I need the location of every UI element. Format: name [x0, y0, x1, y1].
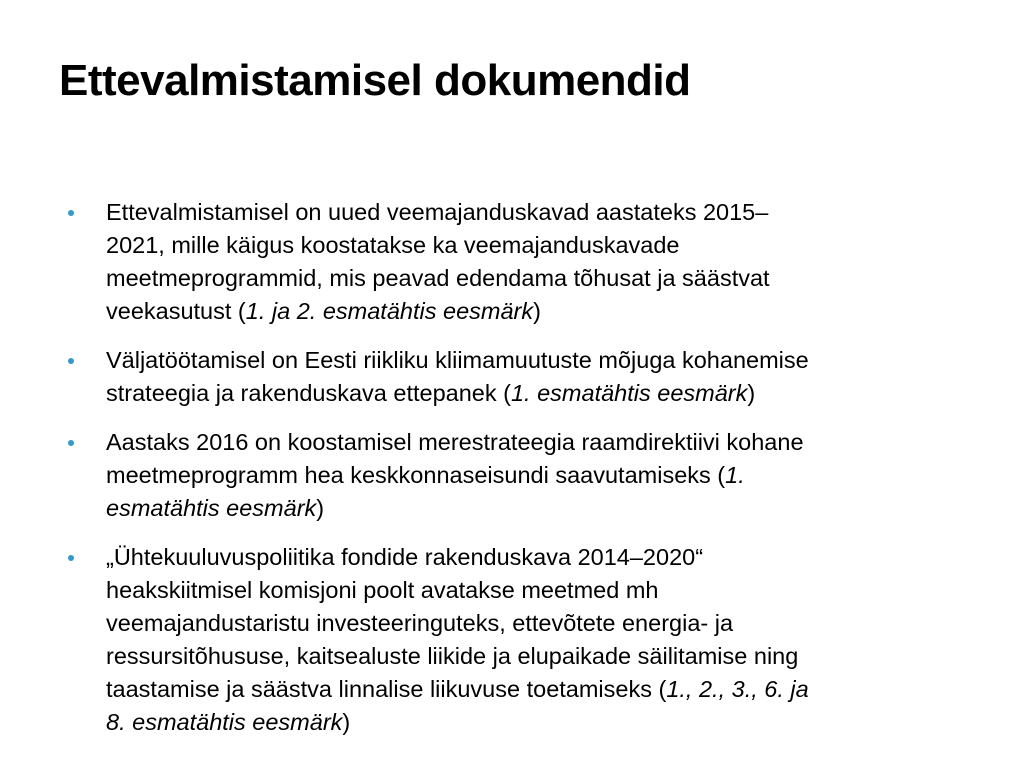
- bullet-line: [106, 229, 988, 262]
- bullet-line: [106, 492, 988, 525]
- bullet-line: [106, 541, 988, 574]
- bullet-line: [106, 459, 988, 492]
- bullet-text: taastamise ja säästva linnalise liikuvuse toetamiseks (: [106, 676, 667, 702]
- bullet-text: meetmeprogramm hea keskkonnaseisundi saavutamiseks (: [106, 462, 726, 488]
- bullet-line: [106, 262, 988, 295]
- bullet-item-cohesion-policy: [68, 541, 988, 739]
- bullet-text: strateegia ja rakenduskava ettepanek (: [106, 380, 511, 406]
- bullet-text: ): [533, 298, 541, 324]
- goal-reference: 1. ja 2. esmatähtis eesmärk: [245, 298, 534, 324]
- bullet-dot-icon: [68, 440, 74, 446]
- bullet-text: meetmeprogrammid, mis peavad edendama tõhusat ja säästvat: [106, 265, 770, 291]
- goal-reference: 8. esmatähtis eesmärk: [106, 709, 343, 735]
- bullet-text: Aastaks 2016 on koostamisel merestrateegia raamdirektiivi kohane: [106, 429, 804, 455]
- bullet-text: veekasutust (: [106, 298, 246, 324]
- bullet-list: [68, 196, 988, 739]
- goal-reference: esmatähtis eesmärk: [106, 495, 317, 521]
- bullet-dot-icon: [68, 555, 74, 561]
- bullet-line: [106, 426, 988, 459]
- bullet-line: [106, 640, 988, 673]
- goal-reference: 1.: [725, 462, 745, 488]
- bullet-line: [106, 295, 988, 328]
- bullet-line: [106, 344, 988, 377]
- bullet-line: [106, 196, 988, 229]
- bullet-line: [106, 673, 988, 706]
- bullet-text: 2021, mille käigus koostatakse ka veemajanduskavade: [106, 232, 680, 258]
- bullet-item-marine-strategy: [68, 426, 988, 525]
- goal-reference: 1. esmatähtis eesmärk: [510, 380, 748, 406]
- bullet-text: ): [316, 495, 325, 521]
- bullet-line: [106, 607, 988, 640]
- bullet-item-climate-adaptation: [68, 344, 988, 410]
- bullet-text: veemajandustaristu investeeringuteks, ettevõtete energia- ja: [106, 610, 734, 636]
- bullet-dot-icon: [68, 358, 74, 364]
- goal-reference: 1., 2., 3., 6. ja: [666, 676, 809, 702]
- bullet-dot-icon: [68, 210, 74, 216]
- bullet-text: heakskiitmisel komisjoni poolt avatakse meetmed mh: [106, 577, 659, 603]
- bullet-text: ): [342, 709, 351, 735]
- bullet-text: Väljatöötamisel on Eesti riikliku kliimamuutuste mõjuga kohanemise: [106, 347, 809, 373]
- bullet-line: [106, 377, 988, 410]
- bullet-item-water-management: [68, 196, 988, 328]
- bullet-text: „Ühtekuuluvuspoliitika fondide rakenduskava 2014–2020“: [106, 544, 704, 570]
- slide-title: Ettevalmistamisel dokumendid: [59, 56, 691, 105]
- bullet-line: [106, 574, 988, 607]
- bullet-text: Ettevalmistamisel on uued veemajanduskavad aastateks 2015–: [106, 199, 769, 225]
- bullet-text: ): [747, 380, 756, 406]
- bullet-line: [106, 706, 988, 739]
- bullet-text: ressursitõhususe, kaitsealuste liikide ja elupaikade säilitamise ning: [106, 643, 799, 669]
